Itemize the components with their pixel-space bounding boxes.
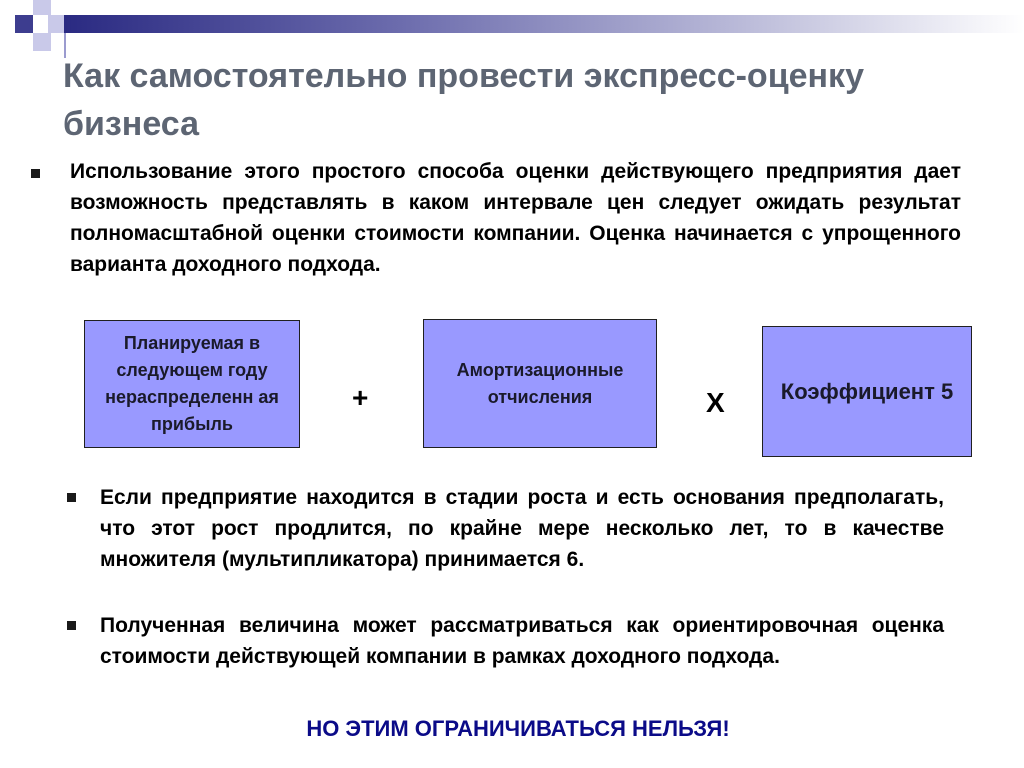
slide-title: Как самостоятельно провести экспресс-оценку бизнеса	[63, 57, 864, 143]
header-gradient-bar	[64, 15, 1024, 33]
growth-bullet-text: Если предприятие находится в стадии роста и есть основания предполагать, что этот рост продлится, по крайне мере несколько лет, то в качестве множителя (мультипликатора) принимается 6.	[100, 486, 944, 571]
bullet-square-icon	[67, 621, 76, 630]
bullet-square-icon	[67, 493, 76, 502]
formula-term-coefficient: Коэффициент 5	[762, 326, 972, 457]
decor-square-light	[33, 0, 51, 15]
multiply-operator: Х	[706, 387, 725, 418]
footer-warning: НО ЭТИМ ОГРАНИЧИВАТЬСЯ НЕЛЬЗЯ!	[306, 716, 730, 741]
intro-paragraph: Использование этого простого способа оценки действующего предприятия дает возможность представлять в каком интервале цен следует ожидать результат полномасштабной оценки стоимости компании. Оценка начинается с упрощенного варианта доходного подхода.	[70, 160, 961, 276]
formula-term-depreciation: Амортизационные отчисления	[423, 319, 657, 448]
bullet-square-icon	[31, 169, 40, 178]
result-bullet-text: Полученная величина может рассматриваться как ориентировочная оценка стоимости действующей компании в рамках доходного подхода.	[100, 614, 944, 668]
decor-square-dark	[15, 15, 33, 33]
decor-square-light	[33, 33, 51, 51]
plus-operator: +	[352, 382, 369, 413]
formula-term-retained-earnings: Планируемая в следующем году нераспределенн ая прибыль	[84, 320, 300, 448]
